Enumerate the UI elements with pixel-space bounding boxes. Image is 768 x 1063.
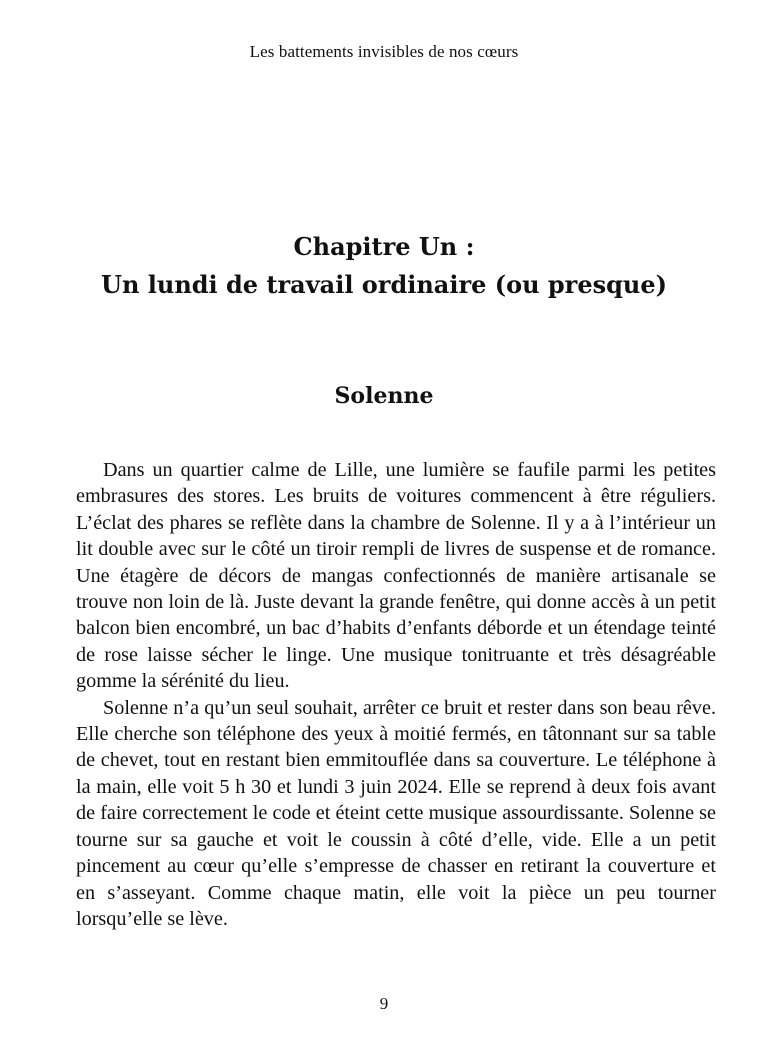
paragraph: Solenne n’a qu’un seul souhait, arrêter ce bruit et rester dans son beau rêve. Elle cherche son téléphone des yeux à moitié fermés, en tâtonnant sur sa table de chevet, tout en restant bien emmitouflée dans sa couverture. Le téléphone à la main, elle voit 5 h 30 et lundi 3 juin 2024. Elle se reprend à deux fois avant de faire correctement le code et éteint cette musique assourdissante. Solenne se tourne sur sa gauche et voit le coussin à côté d’elle, vide. Elle a un petit pincement au cœur qu’elle s’empresse de chasser en retirant la couverture et en s’asseyant. Comme chaque matin, elle voit la pièce un peu tourner lorsqu’elle se lève. bbox=[76, 696, 716, 930]
page-number: 9 bbox=[379, 994, 389, 1013]
chapter-title bbox=[60, 228, 708, 304]
section-title: Solenne bbox=[334, 383, 434, 409]
body-text bbox=[76, 457, 716, 932]
running-header: Les battements invisibles de nos cœurs bbox=[249, 42, 519, 61]
chapter-number: Chapitre Un : bbox=[293, 232, 475, 261]
paragraph: Dans un quartier calme de Lille, une lumière se faufile parmi les petites embrasures des stores. Les bruits de voitures commencent à être réguliers. L’éclat des phares se reflète dans la chambre de Solenne. Il y a à l’intérieur un lit double avec sur le côté un tiroir rempli de livres de suspense et de romance. Une étagère de décors de mangas confectionnés de manière artisanale se trouve non loin de là. Juste devant la grande fenêtre, qui donne accès à un petit balcon bien encombré, un bac d’habits d’enfants déborde et un étendage teinté de rose laisse sécher le linge. Une musique tonitruante et très désagréable gomme la sérénité du lieu. bbox=[76, 459, 716, 693]
chapter-subtitle: Un lundi de travail ordinaire (ou presque) bbox=[101, 270, 667, 299]
